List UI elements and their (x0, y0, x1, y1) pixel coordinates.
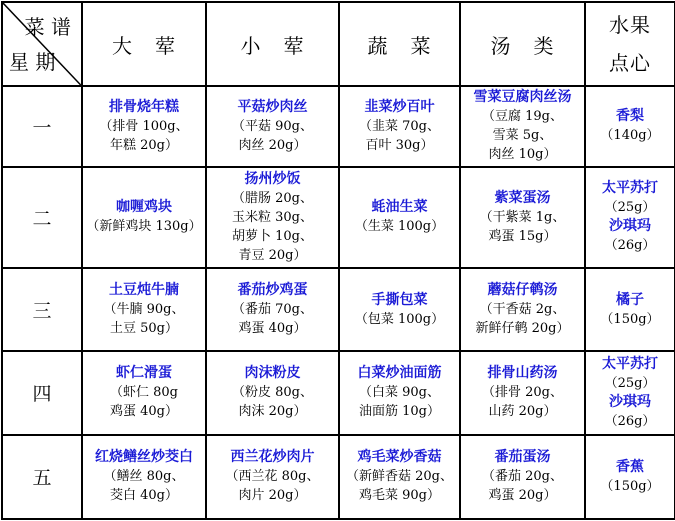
big-meat-cell (82, 86, 206, 166)
snack-name: 太平苏打 (602, 180, 658, 197)
corner-top-label: 菜 谱 (24, 15, 71, 39)
dish-name: 扬州炒饭 (244, 170, 301, 187)
vegetable-cell (339, 86, 460, 166)
menu-row (2, 351, 675, 434)
dish-name: 肉沫粉皮 (244, 365, 301, 382)
ingredient-line: 鸡毛菜 90g） (359, 488, 440, 504)
ingredient-line: （牛腩 90g、 (103, 302, 185, 318)
day-cell: 五 (2, 435, 82, 519)
header-row (2, 2, 675, 86)
ingredient-line: 玉米粒 30g、 (232, 209, 313, 225)
ingredient-line: 肉丝 20g） (238, 137, 307, 153)
dish-name: 红烧鳝丝炒茭白 (95, 449, 193, 466)
day-cell: 三 (2, 268, 82, 351)
ingredient-line: 鸡蛋 20g） (488, 488, 557, 504)
snack-name: 香蕉 (616, 458, 644, 475)
fruit-snack-cell (585, 351, 675, 434)
fruit-snack-cell (585, 435, 675, 519)
dish-name: 虾仁滑蛋 (116, 365, 172, 382)
small-meat-cell (206, 268, 339, 351)
menu-row (2, 268, 675, 351)
vegetable-cell (339, 268, 460, 351)
ingredient-line: （新鲜香菇 20g、 (346, 469, 453, 485)
ingredient-line: （排骨 100g、 (99, 118, 189, 134)
fruit-snack-cell (585, 167, 675, 268)
snack-amount: （140g） (600, 128, 660, 144)
dish-name: 土豆炖牛腩 (109, 282, 179, 299)
small-meat-cell (206, 167, 339, 268)
vegetable-cell (339, 167, 460, 268)
day-cell: 二 (2, 167, 82, 268)
ingredient-line: （干香菇 2g、 (479, 302, 566, 318)
snack-amount: （25g） (604, 375, 656, 391)
menu-row (2, 435, 675, 519)
ingredient-line: （粉皮 80g、 (232, 385, 313, 401)
soup-cell (460, 435, 585, 519)
soup-cell (460, 351, 585, 434)
menu-row (2, 86, 675, 166)
small-meat-cell (206, 435, 339, 519)
soup-cell (460, 167, 585, 268)
fruit-snack-cell (585, 268, 675, 351)
ingredient-line: 鸡蛋 40g） (238, 321, 307, 337)
ingredient-line: （平菇 90g、 (232, 118, 313, 134)
ingredient-line: （韭菜 70g、 (359, 118, 440, 134)
corner-bottom-label: 星 期 (9, 50, 56, 75)
ingredient-line: 青豆 20g） (238, 247, 307, 263)
day-cell: 四 (2, 351, 82, 434)
snack-amount: （26g） (604, 238, 656, 254)
menu-body (2, 86, 675, 519)
dish-name: 白菜炒油面筋 (357, 365, 442, 382)
day-cell: 一 (2, 86, 82, 166)
ingredient-line: （番茄 70g、 (232, 302, 313, 318)
dish-name: 咖喱鸡块 (116, 199, 172, 216)
dish-name: 排骨烧年糕 (109, 98, 179, 115)
ingredient-line: （排骨 20g、 (482, 385, 563, 401)
big-meat-cell (82, 268, 206, 351)
snack-amount: （150g） (600, 478, 660, 494)
ingredient-line: 茭白 40g） (110, 488, 178, 504)
ingredient-line: 土豆 50g） (110, 321, 178, 337)
header-soup: 汤 类 (460, 2, 585, 86)
ingredient-line: 山药 20g） (488, 404, 557, 420)
soup-cell (460, 86, 585, 166)
snack-name: 太平苏打 (602, 355, 658, 372)
snack-amount: （26g） (604, 413, 656, 429)
dish-name: 手撕包菜 (371, 291, 428, 308)
ingredient-line: 肉丝 10g） (488, 147, 557, 163)
ingredient-line: （鳝丝 80g、 (103, 469, 185, 485)
vegetable-cell (339, 435, 460, 519)
dish-name: 雪菜豆腐肉丝汤 (473, 89, 572, 106)
ingredient-line: （豆腐 19g、 (482, 109, 563, 125)
dish-name: 排骨山药汤 (487, 365, 558, 382)
dish-name: 鸡毛菜炒香菇 (357, 449, 442, 466)
ingredient-line: 年糕 20g） (110, 137, 178, 153)
dish-name: 韭菜炒百叶 (364, 98, 435, 115)
snack-amount: （25g） (604, 200, 656, 216)
snack-name: 沙琪玛 (609, 393, 651, 410)
ingredient-line: 雪菜 5g、 (492, 128, 553, 144)
snack-amount: （150g） (600, 311, 660, 327)
ingredient-line: 胡萝卜 10g、 (232, 228, 313, 244)
ingredient-line: 鸡蛋 40g） (110, 404, 178, 420)
corner-header-cell (2, 2, 82, 86)
ingredient-line: （腊肠 20g、 (232, 190, 313, 206)
ingredient-line: （新鲜鸡块 130g） (86, 219, 202, 235)
dish-name: 番茄炒鸡蛋 (237, 282, 308, 299)
snack-name: 沙琪玛 (609, 218, 651, 235)
small-meat-cell (206, 86, 339, 166)
ingredient-line: 百叶 30g） (365, 137, 434, 153)
ingredient-line: （番茄 20g、 (482, 469, 563, 485)
ingredient-line: （虾仁 80g (110, 385, 178, 401)
dish-name: 蚝油生菜 (371, 199, 428, 216)
vegetable-cell (339, 351, 460, 434)
ingredient-line: 新鲜仔鹌 20g） (475, 321, 570, 337)
ingredient-line: （西兰花 80g、 (225, 469, 320, 485)
ingredient-line: 油面筋 10g） (359, 404, 440, 420)
big-meat-cell (82, 167, 206, 268)
ingredient-line: （包菜 100g） (354, 311, 445, 327)
header-vegetable: 蔬 菜 (339, 2, 460, 86)
header-small-meat: 小 荤 (206, 2, 339, 86)
weekly-menu-table (1, 1, 675, 520)
fruit-snack-cell (585, 86, 675, 166)
snack-name: 橘子 (616, 291, 644, 308)
ingredient-line: 肉片 20g） (238, 488, 307, 504)
dish-name: 蘑菇仔鹌汤 (487, 282, 558, 299)
ingredient-line: （白菜 90g、 (359, 385, 440, 401)
dish-name: 番茄蛋汤 (494, 449, 551, 466)
dish-name: 平菇炒肉丝 (237, 98, 308, 115)
snack-name: 香梨 (616, 108, 644, 125)
header-fruit-snack: 水果 点心 (585, 2, 675, 86)
big-meat-cell (82, 351, 206, 434)
ingredient-line: 肉沫 20g） (238, 404, 307, 420)
dish-name: 紫菜蛋汤 (494, 189, 551, 206)
soup-cell (460, 268, 585, 351)
ingredient-line: （干紫菜 1g、 (479, 209, 566, 225)
big-meat-cell (82, 435, 206, 519)
ingredient-line: （生菜 100g） (354, 219, 445, 235)
header-big-meat: 大 荤 (82, 2, 206, 86)
dish-name: 西兰花炒肉片 (230, 449, 315, 466)
small-meat-cell (206, 351, 339, 434)
menu-row (2, 167, 675, 268)
ingredient-line: 鸡蛋 15g） (488, 228, 557, 244)
